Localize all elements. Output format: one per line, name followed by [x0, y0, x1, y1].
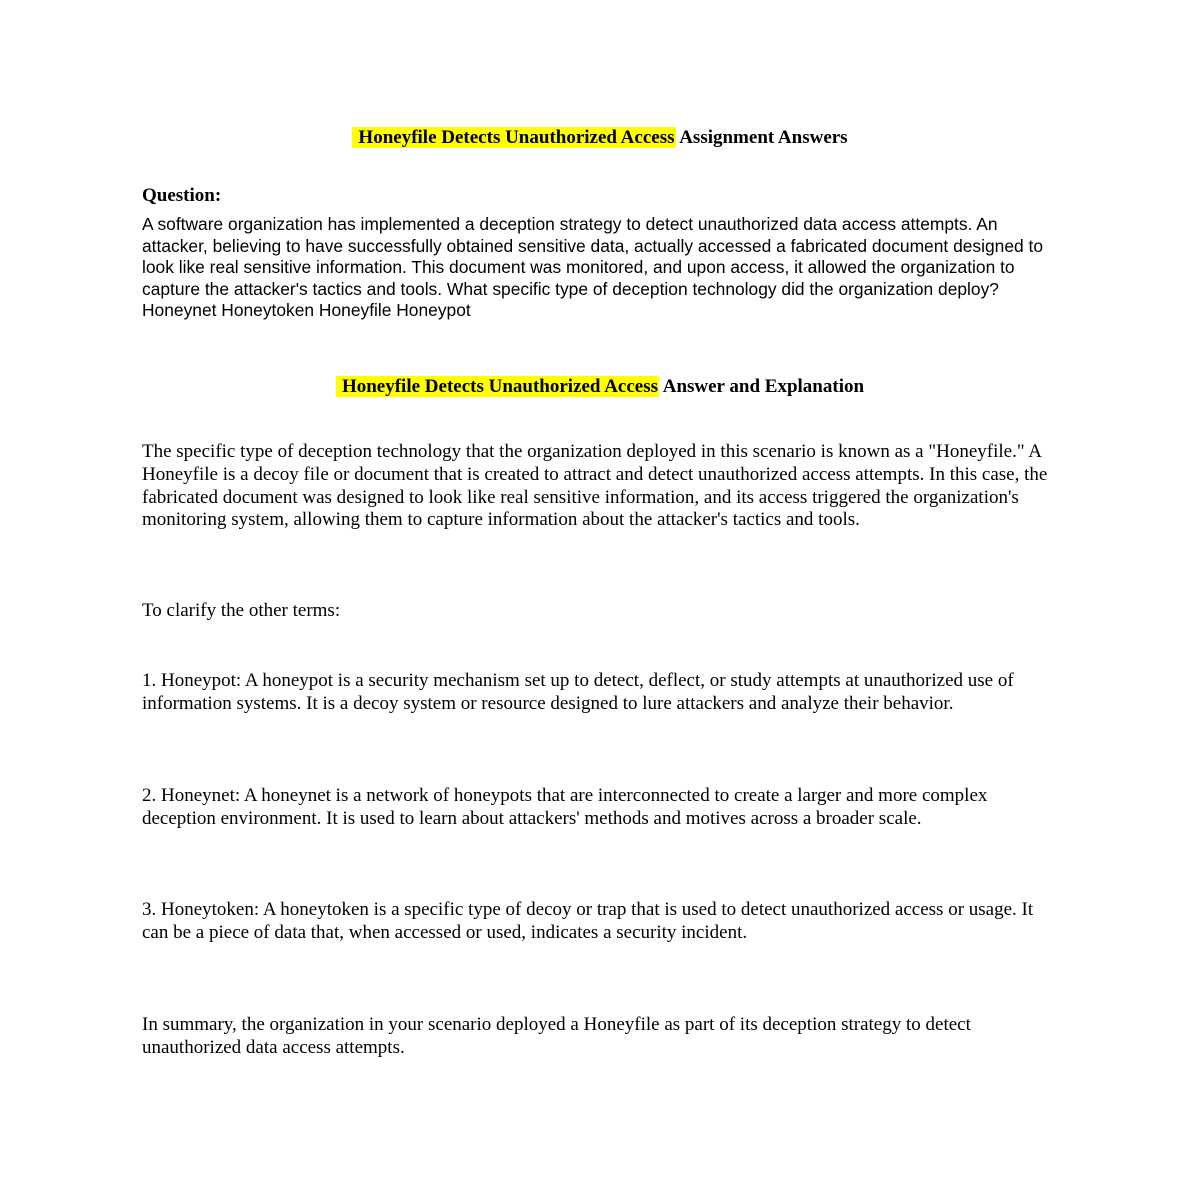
clarify-intro: To clarify the other terms:	[142, 600, 341, 621]
answer-heading	[0, 375, 1200, 399]
title-rest: Assignment Answers	[675, 127, 848, 148]
title-highlight: Honeyfile Detects Unauthorized Access	[352, 127, 675, 148]
answer-heading-highlight: Honeyfile Detects Unauthorized Access	[336, 376, 659, 397]
question-label: Question:	[142, 185, 222, 206]
question-text: A software organization has implemented a deception strategy to detect unauthorized data access attempts. An attacker, believing to have successfully obtained sensitive data, actually accessed a fabricated document designed to look like real sensitive information. This document was monitored, and upon access, it allowed the organization to capture the attacker's tactics and tools. What specific type of deception technology did the organization deploy? Honeynet Honeytoken Honeyfile Honeypot	[142, 214, 1043, 321]
term-honeypot: 1. Honeypot: A honeypot is a security mechanism set up to detect, deflect, or study attempts at unauthorized use of information systems. It is a decoy system or resource designed to lure attackers and analyze their behavior.	[142, 670, 1014, 714]
term-honeynet: 2. Honeynet: A honeynet is a network of honeypots that are interconnected to create a larger and more complex deception environment. It is used to learn about attackers' methods and motives across a broader scale.	[142, 785, 988, 829]
answer-heading-rest: Answer and Explanation	[659, 376, 865, 397]
explanation-paragraph: The specific type of deception technology that the organization deployed in this scenario is known as a "Honeyfile." A Honeyfile is a decoy file or document that is created to attract and detect unauthorized access attempts. In this case, the fabricated document was designed to look like real sensitive information, and its access triggered the organization's monitoring system, allowing them to capture information about the attacker's tactics and tools.	[142, 441, 1048, 531]
summary-paragraph: In summary, the organization in your scenario deployed a Honeyfile as part of its deception strategy to detect unauthorized data access attempts.	[142, 1014, 971, 1058]
term-honeytoken: 3. Honeytoken: A honeytoken is a specific type of decoy or trap that is used to detect unauthorized access or usage. It can be a piece of data that, when accessed or used, indicates a security incident.	[142, 899, 1034, 943]
document-title	[0, 126, 1200, 150]
